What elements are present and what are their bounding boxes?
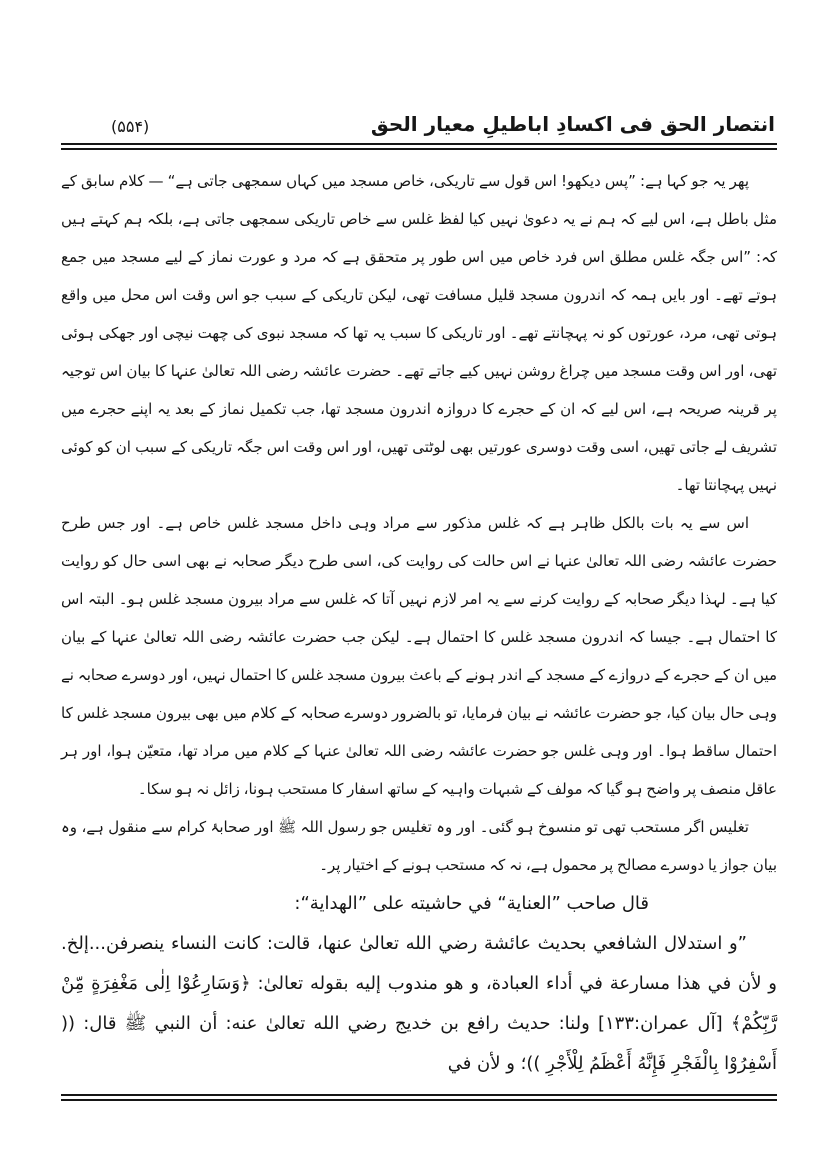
- arabic-quote-heading: قال صاحب ”العناية“ في حاشيته على ”الهداية“:: [294, 893, 649, 914]
- header-rule: [61, 143, 777, 150]
- page-number: (۵۵۴): [111, 117, 150, 136]
- arabic-quotation: ”و استدلال الشافعي بحديث عائشة رضي الله تعالىٰ عنها، قالت: كانت النساء ينصرفن...إلخ. و لأن في هذا مسارعة في أداء العبادة، و هو مندوب إليه بقوله تعالىٰ: ﴿وَسَارِعُوْا اِلٰى مَغْفِرَةٍ مِّنْ رَّبِّكُمْ﴾ [آل عمران:۱۳۳] ولنا: حديث رافع بن خديج رضي الله تعالىٰ عنه: أن النبي ﷺ قال: (( أَسْفِرُوْا بِالْفَجْرِ فَإِنَّهُ أَعْظَمُ لِلْأَجْرِ ))؛ و لأن في: [61, 933, 777, 1074]
- page-header: [61, 112, 777, 143]
- page-content: [61, 112, 777, 1101]
- urdu-paragraph-3: تغلیس اگر مستحب تھی تو منسوخ ہو گئی۔ اور وہ تغلیس جو رسول اللہ ﷺ اور صحابۂ کرام سے منقول ہے، وہ بیان جواز یا دوسرے مصالح پر محمول ہے، نہ کہ مستحب ہونے کے اختیار پر۔: [61, 818, 777, 874]
- urdu-paragraph-2: اس سے یہ بات بالکل ظاہر ہے کہ غلس مذکور سے مراد وہی داخل مسجد غلس خاص ہے۔ اور جس طرح حضرت عائشہ رضی اللہ تعالیٰ عنہا نے اس حالت کی روایت کی، اسی طرح دیگر صحابہ نے بھی اسی حال کو روایت کیا ہے۔ لہذا دیگر صحابہ کے روایت کرنے سے یہ امر لازم نہیں آتا کہ غلس سے مراد بیرون مسجد غلس ہو۔ البتہ اس کا احتمال ہے۔ جیسا کہ اندرون مسجد غلس کا احتمال ہے۔ لیکن جب حضرت عائشہ رضی اللہ تعالیٰ عنہا کے بیان میں ان کے حجرے کے دروازے کے مسجد کے اندر ہونے کے باعث بیرون مسجد غلس کا احتمال نہیں، اور دوسرے صحابہ نے وہی حال بیان کیا، جو حضرت عائشہ نے بیان فرمایا، تو بالضرور دوسرے صحابہ کے کلام میں بھی بیرون مسجد غلس کا احتمال ساقط ہوا۔ اور وہی غلس جو حضرت عائشہ رضی اللہ تعالیٰ عنہا کے کلام میں مراد تھا، متعیّن ہوا، اور ہر عاقل منصف پر واضح ہو گیا کہ مولف کے شبہات واہیہ کے ساتھ اسفار کا مستحب ہونا، زائل نہ ہو سکا۔: [61, 514, 778, 798]
- urdu-paragraph-1: پھر یہ جو کہا ہے: ”پس دیکھو! اس قول سے تاریکی، خاص مسجد میں کہاں سمجھی جاتی ہے“ — کلام سابق کے مثل باطل ہے، اس لیے کہ ہم نے یہ دعویٰ نہیں کیا لفظ غلس سے خاص تاریکی سمجھی جاتی ہے، بلکہ ہم کہتے ہیں کہ: ”اس جگہ غلس مطلق اس فرد خاص میں اس طور پر متحقق ہے کہ مرد و عورت نماز کے لیے مسجد میں جمع ہوتے تھے۔ اور بایں ہمہ کہ اندرون مسجد قلیل مسافت تھی، لیکن تاریکی کے سبب جو اس وقت اس محل میں واقع ہوتی تھی، مرد، عورتوں کو نہ پہچانتے تھے۔ اور تاریکی کا سبب یہ تھا کہ مسجد نبوی کی چھت نیچی اور جھکی ہوئی تھی، اور اس وقت مسجد میں چراغ روشن نہیں کیے جاتے تھے۔ حضرت عائشہ رضی اللہ تعالیٰ عنہا کا بیان اس توجیہ پر قرینہ صریحہ ہے، اس لیے کہ ان کے حجرے کا دروازہ اندرون مسجد تھا، جب تکمیل نماز کے بعد یہ اپنے حجرے میں تشریف لے جاتی تھیں، اسی وقت دوسری عورتیں بھی لوٹتی تھیں، اور اس وقت اس جگہ تاریکی کے سبب ان کو کوئی نہیں پہچانتا تھا۔: [61, 172, 777, 494]
- book-title: انتصار الحق فی اکسادِ اباطیلِ معیار الحق: [370, 112, 775, 136]
- page-body: [61, 162, 777, 1084]
- footer-rule: [61, 1094, 777, 1101]
